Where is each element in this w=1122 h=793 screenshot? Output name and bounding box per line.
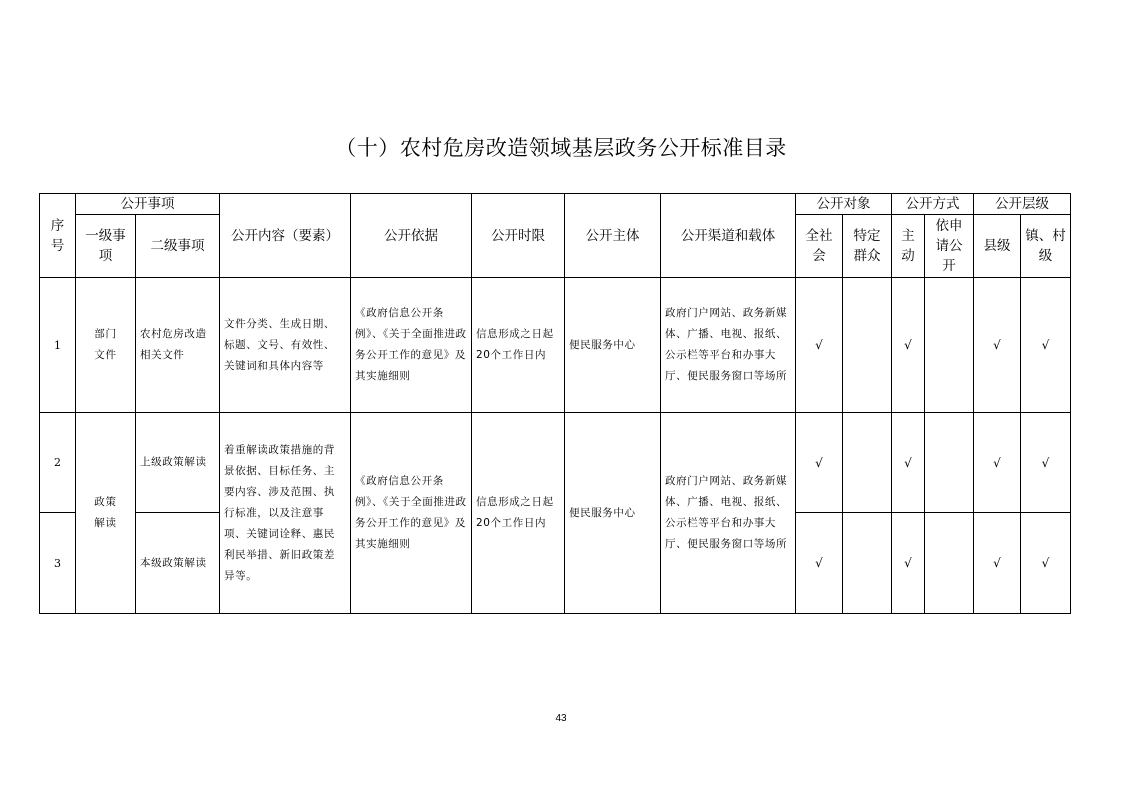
row-content: 文件分类、生成日期、标题、文号、有效性、关键词和具体内容等 (220, 278, 351, 413)
header-county: 县级 (974, 215, 1021, 278)
header-active: 主动 (892, 215, 925, 278)
check-mark: √ (1021, 278, 1071, 413)
row-level2: 上级政策解读 (136, 413, 220, 513)
check-mark (925, 413, 974, 513)
row-channel: 政府门户网站、政务新媒体、广播、电视、报纸、公示栏等平台和办事大厅、便民服务窗口等场所 (661, 278, 796, 413)
header-time-limit: 公开时限 (472, 194, 565, 278)
row-level1: 政策解读 (76, 413, 136, 614)
page-title: （十）农村危房改造领域基层政务公开标准目录 (335, 136, 787, 160)
header-method: 公开方式 (892, 194, 974, 215)
check-mark: √ (1021, 413, 1071, 513)
check-mark: √ (796, 513, 843, 614)
row-time-limit: 信息形成之日起20个工作日内 (472, 413, 565, 614)
header-level1: 一级事项 (76, 215, 136, 278)
row-level2: 农村危房改造相关文件 (136, 278, 220, 413)
header-subject: 公开主体 (565, 194, 661, 278)
check-mark (843, 413, 892, 513)
check-mark: √ (892, 278, 925, 413)
check-mark (843, 278, 892, 413)
check-mark: √ (1021, 513, 1071, 614)
row-level1: 部门文件 (76, 278, 136, 413)
check-mark (843, 513, 892, 614)
row-basis: 《政府信息公开条例》、《关于全面推进政务公开工作的意见》及其实施细则 (351, 278, 472, 413)
row-basis: 《政府信息公开条例》、《关于全面推进政务公开工作的意见》及其实施细则 (351, 413, 472, 614)
header-row-1 (40, 194, 1071, 215)
check-mark: √ (974, 278, 1021, 413)
check-mark: √ (796, 278, 843, 413)
page-number: 43 (555, 713, 567, 724)
row-subject: 便民服务中心 (565, 278, 661, 413)
header-channel: 公开渠道和载体 (661, 194, 796, 278)
header-all-society: 全社会 (796, 215, 843, 278)
check-mark (925, 513, 974, 614)
row-seq: 2 (40, 413, 76, 513)
header-town-village: 镇、村级 (1021, 215, 1071, 278)
row-channel: 政府门户网站、政务新媒体、广播、电视、报纸、公示栏等平台和办事大厅、便民服务窗口等场所 (661, 413, 796, 614)
header-level: 公开层级 (974, 194, 1071, 215)
check-mark (925, 278, 974, 413)
row-subject: 便民服务中心 (565, 413, 661, 614)
header-on-request: 依申请公开 (925, 215, 974, 278)
table-row (40, 413, 1071, 513)
disclosure-catalog-table (39, 193, 1071, 614)
row-time-limit: 信息形成之日起20个工作日内 (472, 278, 565, 413)
row-seq: 1 (40, 278, 76, 413)
check-mark: √ (974, 513, 1021, 614)
check-mark: √ (892, 413, 925, 513)
check-mark: √ (974, 413, 1021, 513)
header-basis: 公开依据 (351, 194, 472, 278)
row-seq: 3 (40, 513, 76, 614)
header-matters: 公开事项 (76, 194, 220, 215)
table-row (40, 278, 1071, 413)
row-level2: 本级政策解读 (136, 513, 220, 614)
header-seq: 序号 (40, 194, 76, 278)
check-mark: √ (892, 513, 925, 614)
header-specific-group: 特定群众 (843, 215, 892, 278)
check-mark: √ (796, 413, 843, 513)
header-content: 公开内容（要素） (220, 194, 351, 278)
header-level2: 二级事项 (136, 215, 220, 278)
header-audience: 公开对象 (796, 194, 892, 215)
row-content: 着重解读政策措施的背景依据、目标任务、主要内容、涉及范围、执行标准，以及注意事项、关键词诠释、惠民利民举措、新旧政策差异等。 (220, 413, 351, 614)
